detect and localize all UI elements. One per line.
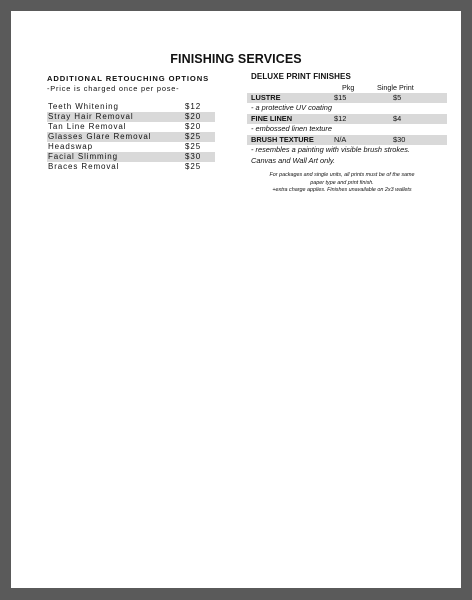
retouching-item-price: $20 (185, 122, 202, 131)
retouching-row (47, 152, 215, 162)
retouching-row (47, 132, 215, 142)
retouching-item-price: $20 (185, 112, 202, 121)
retouching-item-name: Teeth Whitening (48, 102, 119, 111)
finish-note (247, 172, 437, 195)
finish-row-brush-texture (247, 135, 447, 145)
finish-pkg-price: $12 (334, 114, 347, 123)
retouching-item-name: Stray Hair Removal (48, 112, 134, 121)
retouching-item-name: Facial Slimming (48, 152, 118, 161)
finish-name: LUSTRE (251, 93, 281, 102)
finish-name: BRUSH TEXTURE (251, 135, 314, 144)
finish-name: FINE LINEN (251, 114, 293, 123)
deluxe-section (247, 72, 447, 195)
finish-pkg-price: N/A (334, 135, 347, 144)
page-title: FINISHING SERVICES (170, 52, 302, 66)
finish-pkg-price: $15 (334, 93, 347, 102)
retouching-item-price: $30 (185, 152, 202, 161)
finish-description-extra: Canvas and Wall Art only. (251, 156, 336, 165)
retouching-row (47, 142, 215, 152)
retouching-item-name: Braces Removal (48, 162, 120, 171)
finish-row-fine-linen (247, 114, 447, 124)
deluxe-column-headers (247, 83, 447, 93)
retouching-row (47, 112, 215, 122)
retouching-item-name: Glasses Glare Removal (48, 132, 152, 141)
retouching-list (47, 102, 215, 172)
finish-single-price: $5 (393, 93, 402, 102)
retouching-item-name: Headswap (48, 142, 94, 151)
deluxe-heading: DELUXE PRINT FINISHES (251, 72, 351, 81)
finish-single-price: $30 (393, 135, 406, 144)
retouching-item-price: $12 (185, 102, 202, 111)
retouching-section (47, 74, 215, 172)
retouching-item-price: $25 (185, 132, 202, 141)
column-header-pkg: Pkg (342, 83, 355, 92)
retouching-row (47, 102, 215, 112)
finish-description: - a protective UV coating (251, 103, 332, 112)
retouching-subheading: -Price is charged once per pose- (47, 84, 180, 93)
finish-description: - resembles a painting with visible brush strokes. (251, 145, 410, 154)
retouching-item-price: $25 (185, 142, 202, 151)
retouching-row (47, 122, 215, 132)
finish-row-lustre (247, 93, 447, 103)
note-line: +extra charge applies. Finishes unavailable on 2x3 wallets (272, 187, 412, 193)
document-page (11, 11, 461, 588)
note-line: For packages and single units, all prints must be of the same (269, 172, 415, 178)
note-line: paper type and print finish. (310, 179, 374, 186)
retouching-heading: ADDITIONAL RETOUCHING OPTIONS (47, 74, 210, 83)
retouching-item-name: Tan Line Removal (48, 122, 127, 131)
retouching-row (47, 162, 215, 172)
column-header-single: Single Print (377, 83, 414, 92)
retouching-item-price: $25 (185, 162, 202, 171)
finish-description: - embossed linen texture (251, 124, 332, 133)
finish-single-price: $4 (393, 114, 402, 123)
